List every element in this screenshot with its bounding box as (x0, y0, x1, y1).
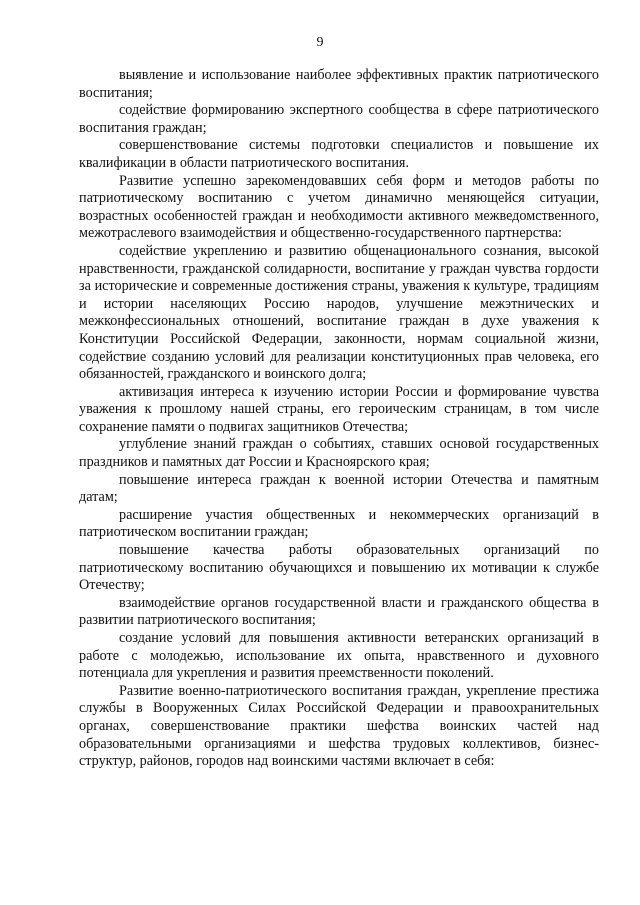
paragraph-veteran-organizations: создание условий для повышения активности ветеранских организаций в работе с молодежью, использование их опыта, нравственного и духовного потенциала для укрепления и развития преемственности поколений. (79, 630, 599, 682)
paragraph-expert-community: содействие формированию экспертного сообщества в сфере патриотического воспитания граждан; (79, 102, 599, 136)
paragraph-government-cooperation: взаимодействие органов государственной власти и гражданского общества в развитии патриотического воспитания; (79, 594, 599, 629)
paragraph-military-history: повышение интереса граждан к военной истории Отечества и памятным датам; (79, 471, 599, 506)
paragraph-national-consciousness: содействие укреплению и развитию общенационального сознания, высокой нравственности, гражданской солидарности, воспитание у граждан чувства гордости за исторические и современные достижения страны, уважения к культуре, традициям и истории населяющих Россию народов, улучшение межэтнических и межконфессиональных отношений, воспитание граждан в духе уважения к Конституции Российской Федерации, законности, нормам социальной жизни, содействие созданию условий для реализации конституционных прав человека, его обязанностей, гражданского и воинского долга; (79, 242, 599, 383)
page-number: 9 (316, 35, 324, 50)
paragraph-holidays-knowledge: углубление знаний граждан о событиях, ставших основой государственных праздников и памятных дат России и Красноярского края; (79, 436, 599, 471)
paragraph-practices: выявление и использование наиболее эффективных практик патриотического воспитания; (79, 67, 599, 101)
paragraph-military-patriotic: Развитие военно-патриотического воспитания граждан, укрепление престижа службы в Вооруженных Силах Российской Федерации и правоохранительных органах, совершенствование практики шефства воинских частей над образовательными организациями и шефства трудовых коллективов, бизнес-структур, районов, городов над воинскими частями включает в себя: (79, 682, 599, 770)
paragraph-education-quality: повышение качества работы образовательных организаций по патриотическому воспитанию обучающихся и повышению их мотивации к службе Отечеству; (79, 542, 599, 594)
paragraph-specialist-training: совершенствование системы подготовки специалистов и повышение их квалификации в области патриотического воспитания. (79, 137, 599, 171)
paragraph-forms-methods: Развитие успешно зарекомендовавших себя форм и методов работы по патриотическому воспитанию с учетом динамично меняющейся ситуации, возрастных особенностей граждан и необходимости активного межведомственного, межотраслевого взаимодействия и общественно-государственного партнерства: (79, 172, 599, 242)
paragraph-ngo-participation: расширение участия общественных и некоммерческих организаций в патриотическом воспитании граждан; (79, 506, 599, 541)
paragraph-history-interest: активизация интереса к изучению истории России и формирование чувства уважения к прошлому нашей страны, его героическим страницам, в том числе сохранение памяти о подвигах защитников Отечества; (79, 383, 599, 435)
document-body (79, 67, 599, 771)
